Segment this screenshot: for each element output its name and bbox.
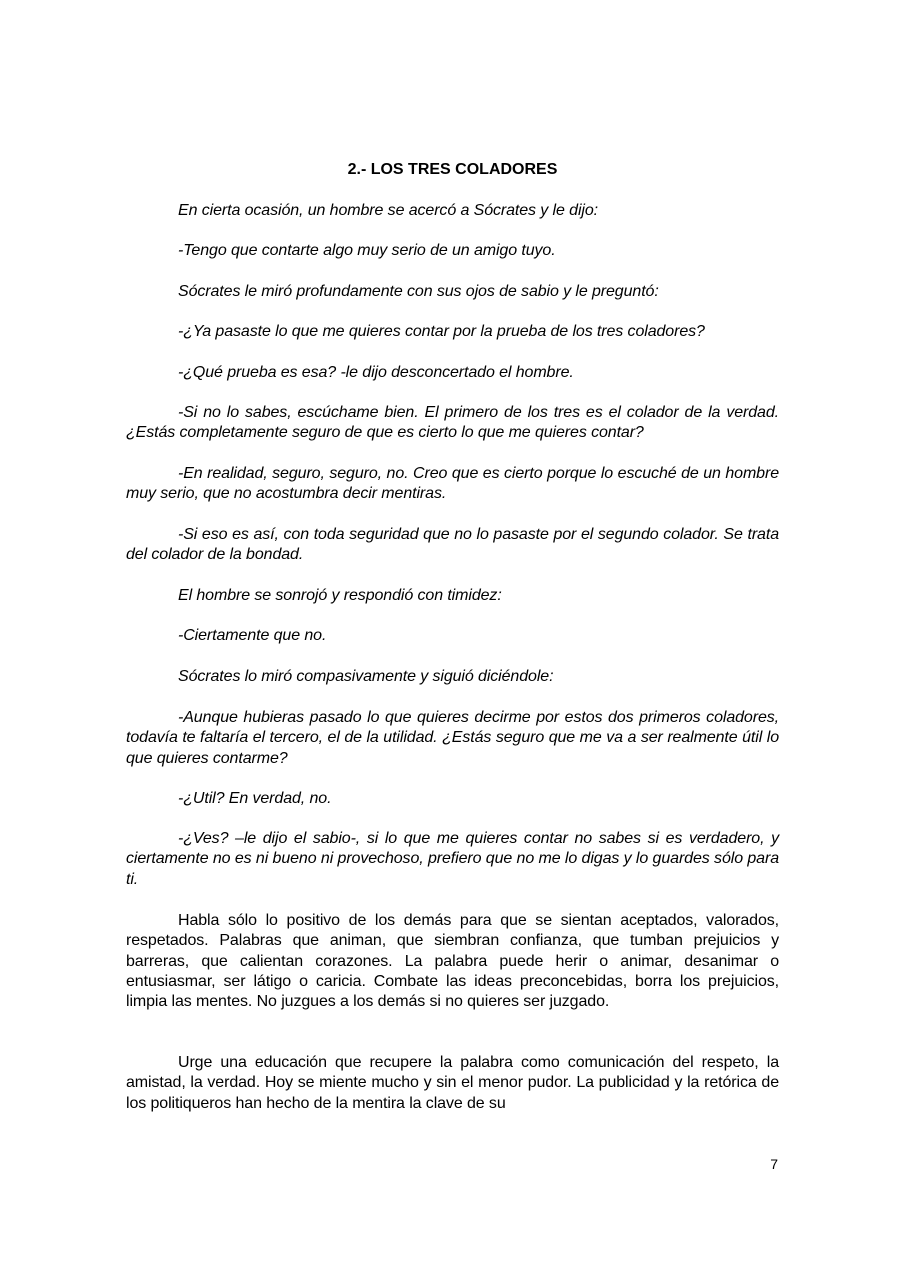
- page-number: 7: [770, 1156, 778, 1172]
- paragraph: -Aunque hubieras pasado lo que quieres decirme por estos dos primeros coladores, todavía te faltaría el tercero, el de la utilidad. ¿Estás seguro que me va a ser realmente útil lo que quieres contarme?: [126, 709, 779, 767]
- paragraph: Habla sólo lo positivo de los demás para que se sientan aceptados, valorados, respetados. Palabras que animan, que siembran confianza, que tumban prejuicios y barreras, que calientan corazones. La palabra puede herir o animar, desanimar o entusiasmar, ser látigo o caricia. Combate las ideas preconcebidas, borra los prejuicios, limpia las mentes. No juzgues a los demás si no quieres ser juzgado.: [126, 912, 779, 1011]
- paragraph: -¿Qué prueba es esa? -le dijo desconcertado el hombre.: [178, 364, 574, 381]
- paragraph: -Ciertamente que no.: [178, 627, 327, 644]
- paragraph: -En realidad, seguro, seguro, no. Creo que es cierto porque lo escuché de un hombre muy serio, que no acostumbra decir mentiras.: [126, 465, 779, 503]
- paragraph: -Si no lo sabes, escúchame bien. El primero de los tres es el colador de la verdad. ¿Estás completamente seguro de que es cierto lo que me quieres contar?: [126, 404, 779, 442]
- paragraph: -¿Ves? –le dijo el sabio-, si lo que me quieres contar no sabes si es verdadero, y ciertamente no es ni bueno ni provechoso, prefiero que no me lo digas y lo guardes sólo para ti.: [126, 830, 779, 888]
- paragraph: -Si eso es así, con toda seguridad que no lo pasaste por el segundo colador. Se trata del colador de la bondad.: [126, 526, 779, 564]
- paragraph: -¿Util? En verdad, no.: [178, 790, 332, 807]
- paragraph: Urge una educación que recupere la palabra como comunicación del respeto, la amistad, la verdad. Hoy se miente mucho y sin el menor pudor. La publicidad y la retórica de los politiqueros han hecho de la mentira la clave de su: [126, 1054, 779, 1112]
- chapter-title: 2.- LOS TRES COLADORES: [347, 161, 558, 178]
- paragraph: En cierta ocasión, un hombre se acercó a Sócrates y le dijo:: [178, 202, 599, 219]
- paragraph: El hombre se sonrojó y respondió con timidez:: [178, 587, 502, 604]
- paragraph: Sócrates le miró profundamente con sus ojos de sabio y le preguntó:: [178, 283, 659, 300]
- paragraph: Sócrates lo miró compasivamente y siguió diciéndole:: [178, 668, 554, 685]
- paragraph: -¿Ya pasaste lo que me quieres contar por la prueba de los tres coladores?: [178, 323, 705, 340]
- paragraph: -Tengo que contarte algo muy serio de un amigo tuyo.: [178, 242, 556, 259]
